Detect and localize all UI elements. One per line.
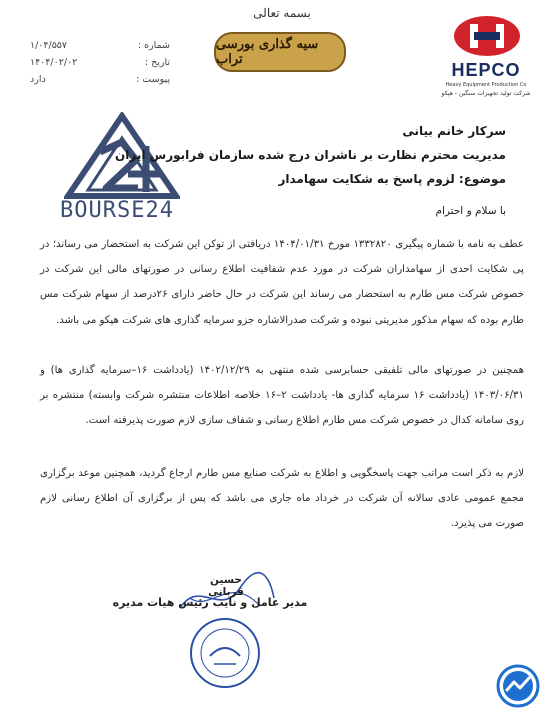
meta-value: ۱۴۰۴/۰۲/۰۲ xyxy=(30,57,78,68)
company-name-en: Heavy Equipment Production Co xyxy=(445,82,527,88)
recipient: مدیریت محترم نظارت بر ناشران درج شده سازمان فرابورس ایران xyxy=(115,148,506,162)
meta-label: شماره : xyxy=(137,40,170,51)
salutation: سرکار خانم بیانی xyxy=(402,124,506,138)
bismillah-text: بسمه تعالی xyxy=(253,6,311,20)
letter-meta xyxy=(30,40,170,91)
signatory-title: مدیر عامل و نایب رئیس هیات مدیره xyxy=(112,596,308,609)
subject: موضوع: لزوم پاسخ به شکایت سهامدار xyxy=(278,172,506,186)
paragraph-3: لازم به ذکر است مراتب جهت پاسخگویی و اطلاع به شرکت صنایع مس طارم ارجاع گردید، همچنین موعد برگزاری مجمع عمومی عادی سالانه آن شرکت در خرداد ماه جاری می باشد که پس از برگزاری آن اطلاع رسانی لازم صورت می پذیرد. xyxy=(40,468,524,530)
signatory-name: حسین قربانی xyxy=(208,574,244,598)
paragraph-1: عطف به نامه با شماره پیگیری ۱۳۳۲۸۲۰ مورخ ۱۴۰۴/۰۱/۳۱ دریافتی از توکن این شرکت به استحضار می رساند؛ در پی شکایت احدی از سهامداران شرکت در مورد عدم شفافیت اطلاع رسانی در صورتهای مالی این شرکت در خصوص شرکت مس طارم به استحضار می رساند این شرکت در حال حاضر دارای ۲۶درصد از سهام شرکت مس طارم بوده که سهام مذکور مدیریتی نبوده و شرکت صدرالاشاره جزو سرمایه گذاری های شرکت هپکو می باشد. xyxy=(40,239,524,326)
investment-stamp xyxy=(214,32,346,72)
watermark-text: BOURSE24 xyxy=(60,198,174,223)
meta-value: ۱/۰۴/۵۵۷ xyxy=(30,40,68,51)
site-badge-icon xyxy=(496,664,540,708)
hepco-logo-icon xyxy=(452,14,522,58)
company-seal-icon xyxy=(188,616,262,690)
paragraph-2: همچنین در صورتهای مالی تلفیقی حسابرسی شده منتهی به ۱۴۰۲/۱۲/۲۹ (یادداشت ۱۶–سرمایه گذاری ها) و ۱۴۰۳/۰۶/۳۱ (یادداشت ۱۶ سرمایه گذاری ها- یادداشت ۲–۱۶ خلاصه اطلاعات منتشره شرکت وابسته) منتشره بر روی سامانه کدال در خصوص شرکت مس طارم اطلاع رسانی و شفاف سازی لازم صورت پذیرفته است. xyxy=(40,365,524,427)
meta-attachment xyxy=(30,74,170,91)
stamp-text: سیه گذاری بورسی تراب xyxy=(216,37,319,67)
company-name: HEPCO xyxy=(451,60,521,80)
meta-label: پیوست : xyxy=(136,74,170,85)
greeting: با سلام و احترام xyxy=(435,205,506,217)
meta-label: تاریخ : xyxy=(144,57,170,68)
meta-value: دارد xyxy=(30,74,46,85)
meta-number xyxy=(30,40,170,57)
meta-date xyxy=(30,57,170,74)
company-name-fa: شرکت تولید تجهیزات سنگین - هپکو xyxy=(441,90,531,97)
